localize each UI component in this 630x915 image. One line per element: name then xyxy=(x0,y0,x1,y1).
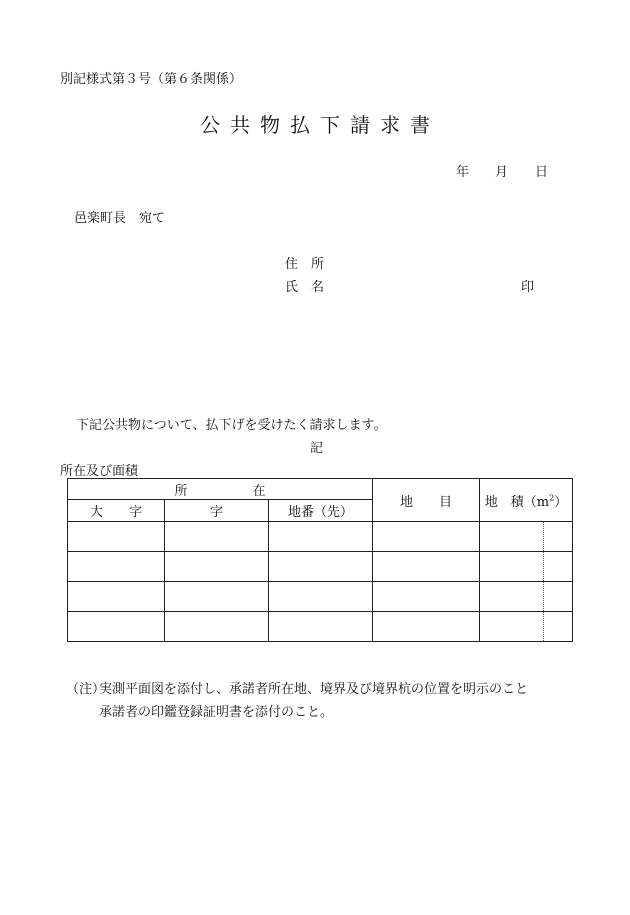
location-header: 所 在 xyxy=(68,479,373,500)
area-cell[interactable] xyxy=(480,522,573,552)
decimal-divider xyxy=(543,552,544,581)
oaza-cell[interactable] xyxy=(68,612,165,642)
oaza-header: 大 字 xyxy=(68,500,165,522)
land-table xyxy=(67,478,573,642)
seal-mark: 印 xyxy=(521,280,535,295)
aza-cell[interactable] xyxy=(165,582,269,612)
area-cell[interactable] xyxy=(480,582,573,612)
request-text: 下記公共物について、払下げを受けたく請求します。 xyxy=(76,418,387,433)
land-category-header: 地 目 xyxy=(373,479,480,522)
table-row xyxy=(68,522,573,552)
decimal-divider xyxy=(543,582,544,611)
addressee: 邑楽町長 宛て xyxy=(74,211,166,226)
area-cell[interactable] xyxy=(480,552,573,582)
table-row xyxy=(68,582,573,612)
area-header-prefix: 地 積（m xyxy=(484,494,550,510)
oaza-cell[interactable] xyxy=(68,552,165,582)
aza-header: 字 xyxy=(165,500,269,522)
ki-heading: 記 xyxy=(310,441,324,456)
chiban-cell[interactable] xyxy=(269,522,373,552)
table-row xyxy=(68,612,573,642)
form-number: 別記様式第３号（第６条関係） xyxy=(60,72,243,87)
chimoku-cell[interactable] xyxy=(373,522,480,552)
area-cell[interactable] xyxy=(480,612,573,642)
decimal-divider xyxy=(543,612,544,641)
table-row xyxy=(68,552,573,582)
area-header xyxy=(480,479,573,522)
oaza-cell[interactable] xyxy=(68,582,165,612)
chimoku-cell[interactable] xyxy=(373,552,480,582)
page-title: 公共物払下請求書 xyxy=(200,113,440,137)
area-header-exponent: 2 xyxy=(549,493,555,503)
date-month-label: 月 xyxy=(495,165,509,180)
area-header-suffix: ） xyxy=(554,494,568,510)
address-label: 住 所 xyxy=(285,257,325,272)
aza-cell[interactable] xyxy=(165,522,269,552)
chiban-header: 地番（先） xyxy=(269,500,373,522)
chiban-cell[interactable] xyxy=(269,582,373,612)
oaza-cell[interactable] xyxy=(68,522,165,552)
chiban-cell[interactable] xyxy=(269,612,373,642)
note-label: （注） xyxy=(66,682,106,697)
date-year-label: 年 xyxy=(456,165,470,180)
aza-cell[interactable] xyxy=(165,612,269,642)
decimal-divider xyxy=(543,522,544,551)
chimoku-cell[interactable] xyxy=(373,582,480,612)
aza-cell[interactable] xyxy=(165,552,269,582)
note-line-2: 承諾者の印鑑登録証明書を添付のこと。 xyxy=(99,705,334,720)
chiban-cell[interactable] xyxy=(269,552,373,582)
chimoku-cell[interactable] xyxy=(373,612,480,642)
name-label: 氏 名 xyxy=(285,280,325,295)
note-line-1: 実測平面図を添付し、承諾者所在地、境界及び境界杭の位置を明示のこと xyxy=(99,682,529,697)
section-label: 所在及び面積 xyxy=(60,464,139,479)
date-day-label: 日 xyxy=(535,165,549,180)
